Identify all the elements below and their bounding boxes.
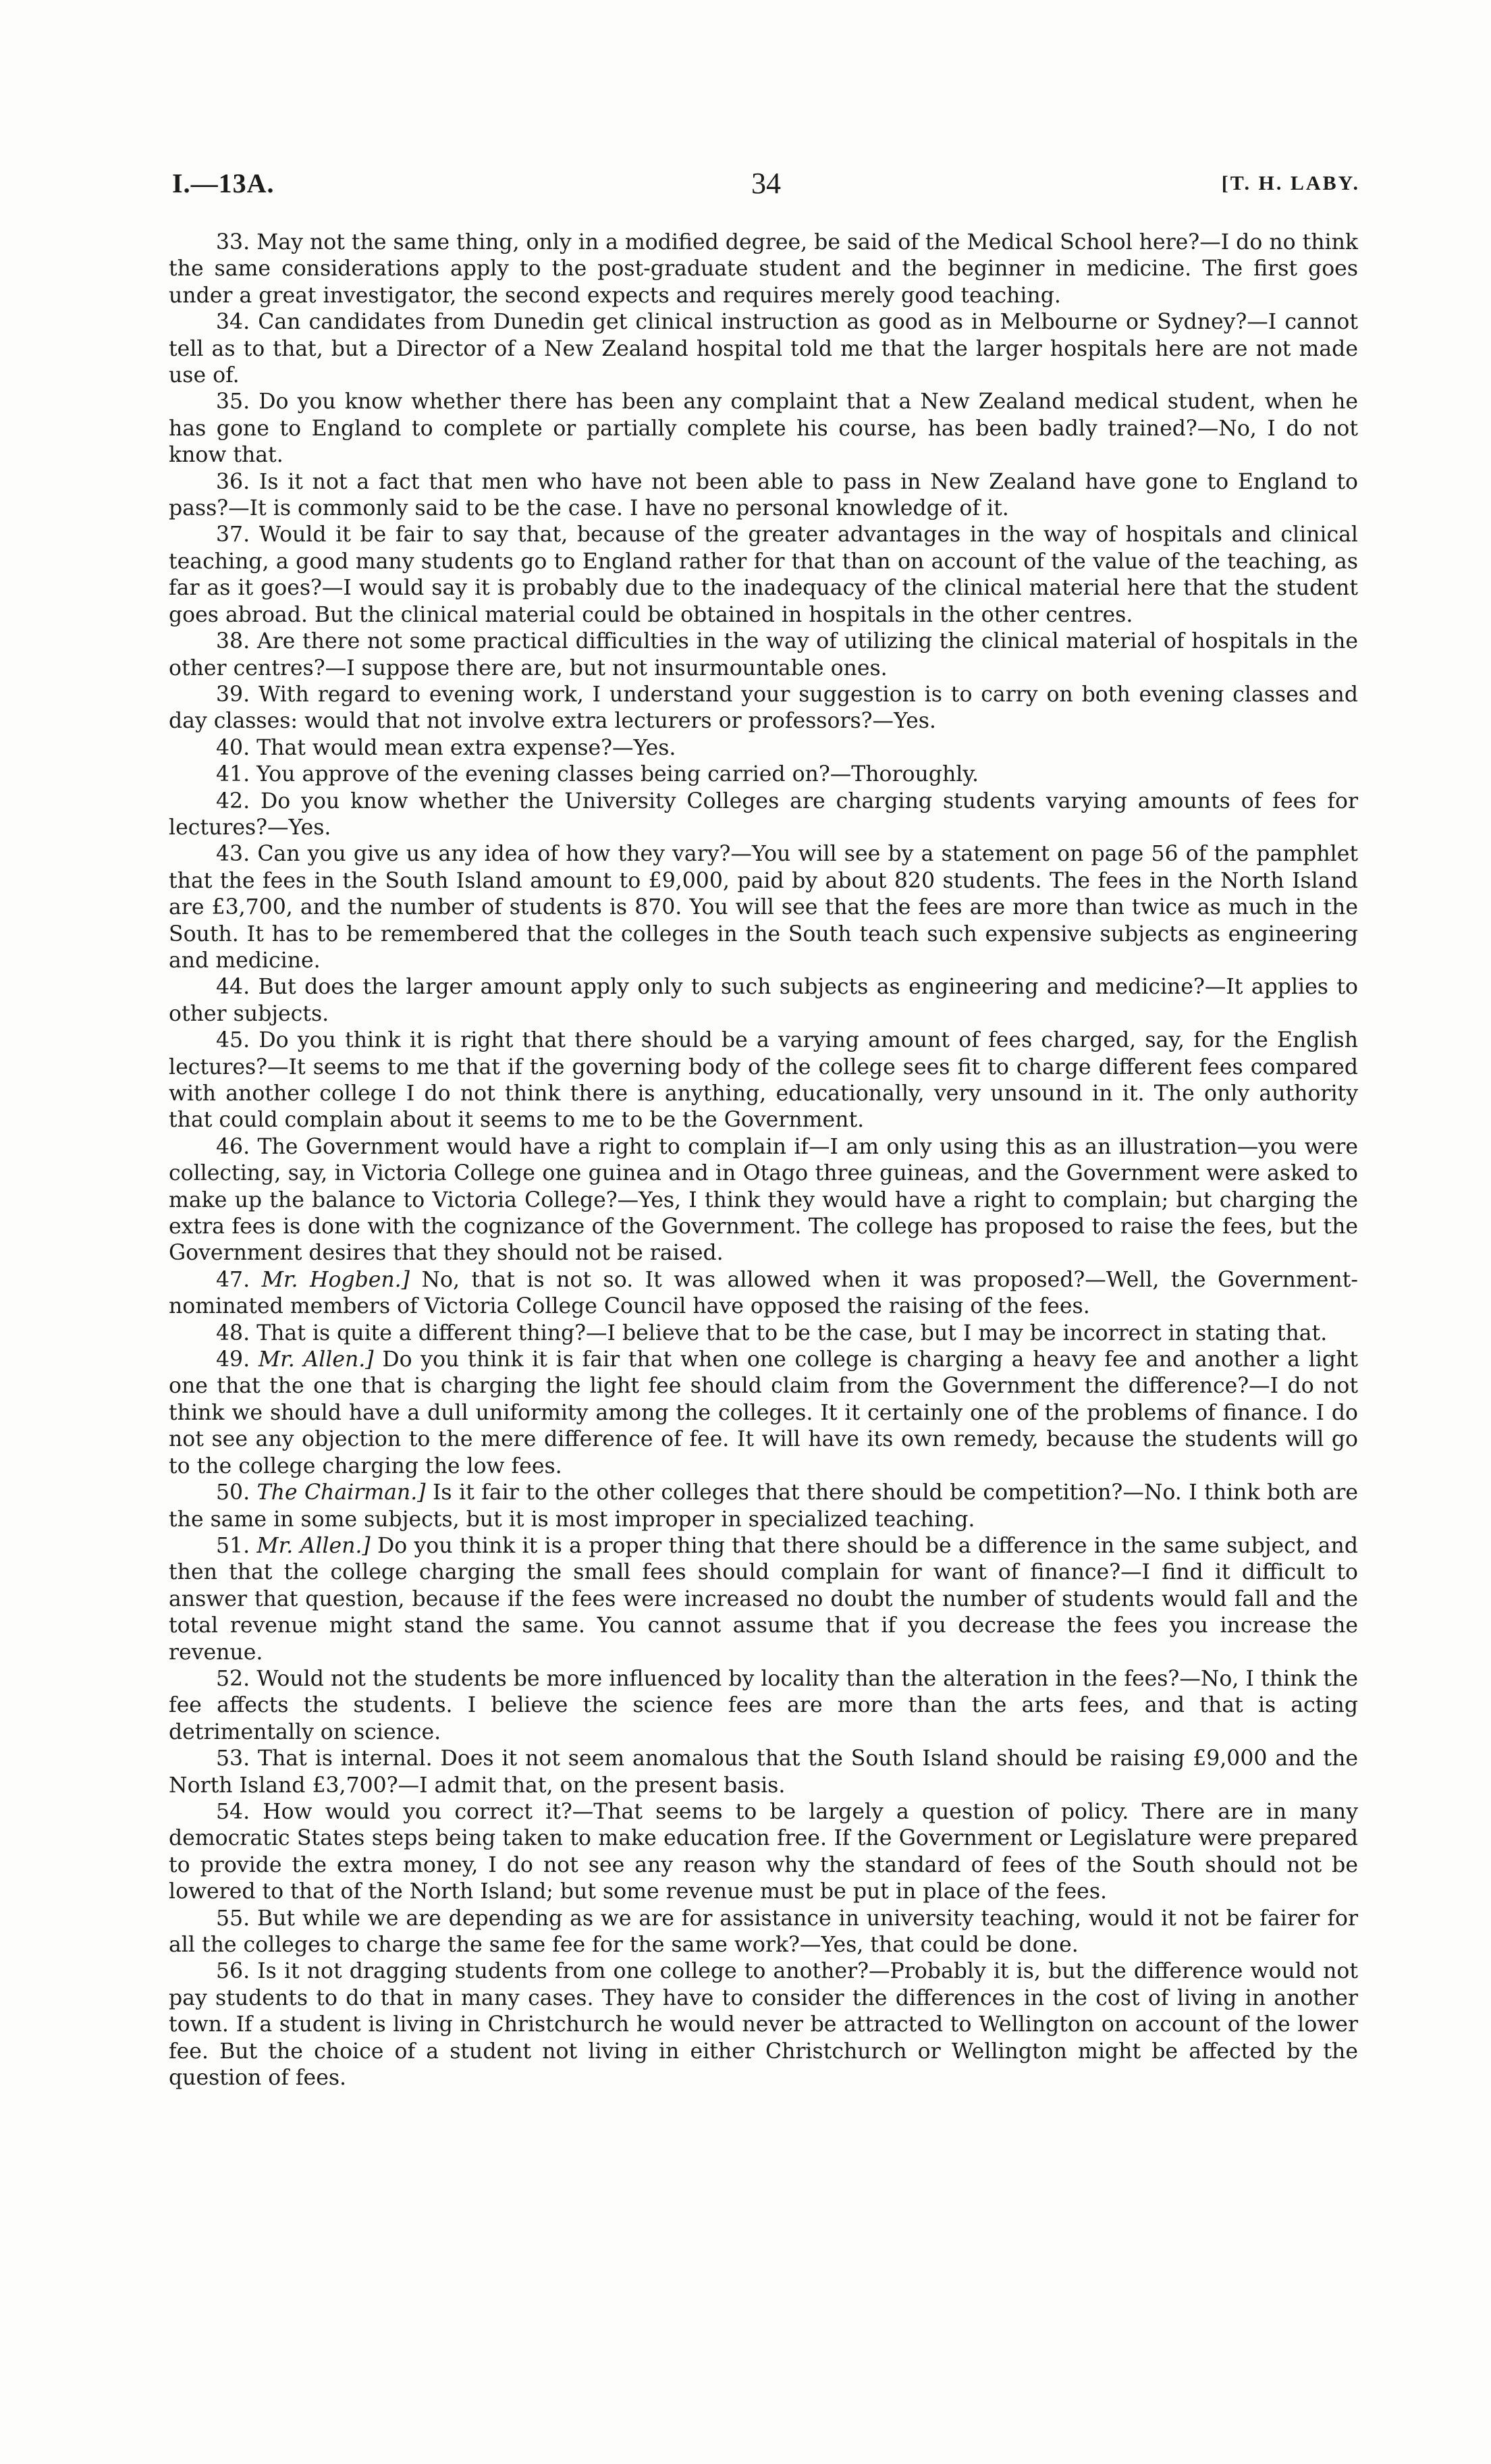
paragraph-36 [169,469,1358,523]
paragraph-text: You approve of the evening classes being carried on?—Thoroughly. [256,762,979,787]
speaker-label: The Chairman.] [256,1480,426,1505]
paragraph-50 [169,1480,1358,1533]
paragraph-52 [169,1666,1358,1746]
paragraph-number: 50. [216,1480,250,1505]
paragraph-number: 54. [216,1799,250,1824]
paragraph-42 [169,788,1358,842]
paragraph-number: 43. [216,842,250,867]
paragraph-33 [169,230,1358,309]
paragraph-text: Do you know whether the University Colleges are charging students varying amounts of fees for lectures?—Yes. [169,788,1358,840]
paragraph-45 [169,1027,1358,1134]
witness-name: [T. H. LABY. [1221,172,1360,194]
paragraph-number: 39. [216,682,250,707]
paragraph-number: 40. [216,735,250,760]
paragraph-47 [169,1267,1358,1320]
paragraph-text: That is quite a different thing?—I believe that to be the case, but I may be incorrect in stating that. [256,1320,1328,1345]
paragraph-number: 41. [216,762,250,787]
paragraph-37 [169,522,1358,628]
paragraph-34 [169,309,1358,389]
paragraph-56 [169,1958,1358,2091]
page-header [172,163,1360,204]
paragraph-text: But does the larger amount apply only to such subjects as engineering and medicine?—It applies to other subjects. [169,975,1358,1026]
paragraph-number: 49. [216,1347,250,1372]
paragraph-number: 46. [216,1134,250,1159]
paragraph-text: Do you think it is right that there should be a varying amount of fees charged, say, for the English lectures?—It seems to me that if the governing body of the college sees fit to charge different fees compared with another college I do not think there is anything, educationally, very unsound in it. The only authority that could complain about it seems to me to be the Government. [169,1028,1358,1133]
paragraph-number: 33. [216,230,250,255]
paragraph-number: 51. [216,1533,250,1558]
paragraph-text: That is internal. Does it not seem anomalous that the South Island should be raising £9,000 and the North Island £3,700?—I admit that, on the present basis. [169,1746,1358,1798]
paragraph-number: 47. [216,1267,250,1292]
paragraph-text: With regard to evening work, I understand your suggestion is to carry on both evening classes and day classes: would that not involve extra lecturers or professors?—Yes. [169,682,1359,734]
paragraph-number: 48. [216,1320,250,1345]
paragraph-number: 55. [216,1906,250,1931]
paragraph-number: 45. [216,1028,250,1053]
paragraph-number: 53. [216,1746,250,1771]
paragraph-text: Do you think it is fair that when one college is charging a heavy fee and another a light one that the one that is charging the light fee should claim from the Government the difference?—I do not think we should have a dull uniformity among the colleges. It it certainly one of the problems of finance. I do not see any objection to the mere difference of fee. It will have its own remedy, because the students will go to the college charging the low fees. [169,1347,1358,1478]
paragraph-text: That would mean extra expense?—Yes. [256,735,676,760]
paragraph-number: 56. [216,1959,250,1984]
document-reference: I.—13A. [172,168,275,198]
paragraph-53 [169,1746,1358,1799]
paragraph-text: Would not the students be more influenced by locality than the alteration in the fees?—No, I think the fee affects the students. I believe the science fees are more than the arts fees, and that is acting detrimentally on science. [169,1666,1358,1744]
paragraph-text: The Government would have a right to complain if—I am only using this as an illustration—you were collecting, say, in Victoria College one guinea and in Otago three guineas, and the Government were asked to make up the balance to Victoria College?—Yes, I think they would have a right to complain; but charging the extra fees is done with the cognizance of the Government. The college has proposed to raise the fees, but the Government desires that they should not be raised. [169,1134,1359,1266]
paragraph-text: Would it be fair to say that, because of the greater advantages in the way of hospitals and clinical teaching, a good many students go to England rather for that than on account of the value of the teaching, as far as it goes?—I would say it is probably due to the inadequacy of the clinical material here that the student goes abroad. But the clinical material could be obtained in hospitals in the other centres. [169,523,1359,627]
paragraph-text: Is it not a fact that men who have not been able to pass in New Zealand have gone to England to pass?—It is commonly said to be the case. I have no personal knowledge of it. [169,469,1358,521]
paragraph-text: Do you think it is a proper thing that there should be a difference in the same subject, and then that the college charging the small fees should complain for want of finance?—I find it difficult to answer that question, because if the fees were increased no doubt the number of students would fall and the total revenue might stand the same. You cannot assume that if you decrease the fees you increase the revenue. [169,1533,1358,1665]
paragraph-54 [169,1799,1358,1906]
paragraph-number: 52. [216,1666,250,1691]
paragraph-48 [169,1320,1358,1347]
paragraph-text: Are there not some practical difficulties in the way of utilizing the clinical material of hospitals in the other centres?—I suppose there are, but not insurmountable ones. [169,629,1358,680]
paragraph-40 [169,735,1358,761]
paragraph-39 [169,682,1358,735]
paragraph-49 [169,1347,1358,1480]
paragraph-38 [169,628,1358,682]
paragraph-number: 35. [216,390,250,414]
testimony-body [169,230,1358,2091]
paragraph-number: 38. [216,629,250,654]
paragraph-35 [169,389,1358,468]
speaker-label: Mr. Allen.] [256,1533,371,1558]
paragraph-55 [169,1906,1358,1959]
paragraph-number: 42. [216,788,250,813]
paragraph-number: 36. [216,469,250,494]
paragraph-text: How would you correct it?—That seems to be largely a question of policy. There are in many democratic States steps being taken to make education free. If the Government or Legislature were prepared to provide the extra money, I do not see any reason why the standard of fees of the South should not be lowered to that of the North Island; but some revenue must be put in place of the fees. [169,1799,1358,1904]
paragraph-51 [169,1533,1358,1666]
speaker-label: Mr. Allen.] [258,1347,374,1372]
paragraph-41 [169,761,1358,788]
paragraph-text: Do you know whether there has been any complaint that a New Zealand medical student, when he has gone to England to complete or partially complete his course, has been badly trained?—No, I do not know that. [169,390,1359,468]
page-number: 34 [751,167,781,200]
paragraph-text: May not the same thing, only in a modified degree, be said of the Medical School here?—I do no think the same considerations apply to the post-graduate student and the beginner in medicine. The first goes under a great investigator, the second expects and requires merely good teaching. [169,230,1358,308]
paragraph-number: 44. [216,975,250,1000]
paragraph-number: 34. [216,310,250,335]
paragraph-text: But while we are depending as we are for assistance in university teaching, would it not be fairer for all the colleges to charge the same fee for the same work?—Yes, that could be done. [169,1906,1359,1957]
paragraph-text: Is it fair to the other colleges that there should be competition?—No. I think both are the same in some subjects, but it is most improper in specialized teaching. [169,1480,1358,1532]
paragraph-46 [169,1134,1358,1267]
paragraph-text: Can you give us any idea of how they vary?—You will see by a statement on page 56 of the pamphlet that the fees in the South Island amount to £9,000, paid by about 820 students. The fees in the North Island are £3,700, and the number of students is 870. You will see that the fees are more than twice as much in the South. It has to be remembered that the colleges in the South teach such expensive subjects as engineering and medicine. [169,842,1359,973]
paragraph-43 [169,841,1358,974]
paragraph-text: Is it not dragging students from one college to another?—Probably it is, but the difference would not pay students to do that in many cases. They have to consider the differences in the cost of living in another town. If a student is living in Christchurch he would never be attracted to Wellington on account of the lower fee. But the choice of a student not living in either Christchurch or Wellington might be affected by the question of fees. [169,1959,1359,2091]
speaker-label: Mr. Hogben.] [261,1267,410,1292]
paragraph-text: No, that is not so. It was allowed when it was proposed?—Well, the Government-nominated members of Victoria College Council have opposed the raising of the fees. [169,1267,1358,1319]
paragraph-text: Can candidates from Dunedin get clinical instruction as good as in Melbourne or Sydney?—I cannot tell as to that, but a Director of a New Zealand hospital told me that the larger hospitals here are not made use of. [169,310,1359,388]
paragraph-number: 37. [216,523,250,547]
paragraph-44 [169,974,1358,1027]
